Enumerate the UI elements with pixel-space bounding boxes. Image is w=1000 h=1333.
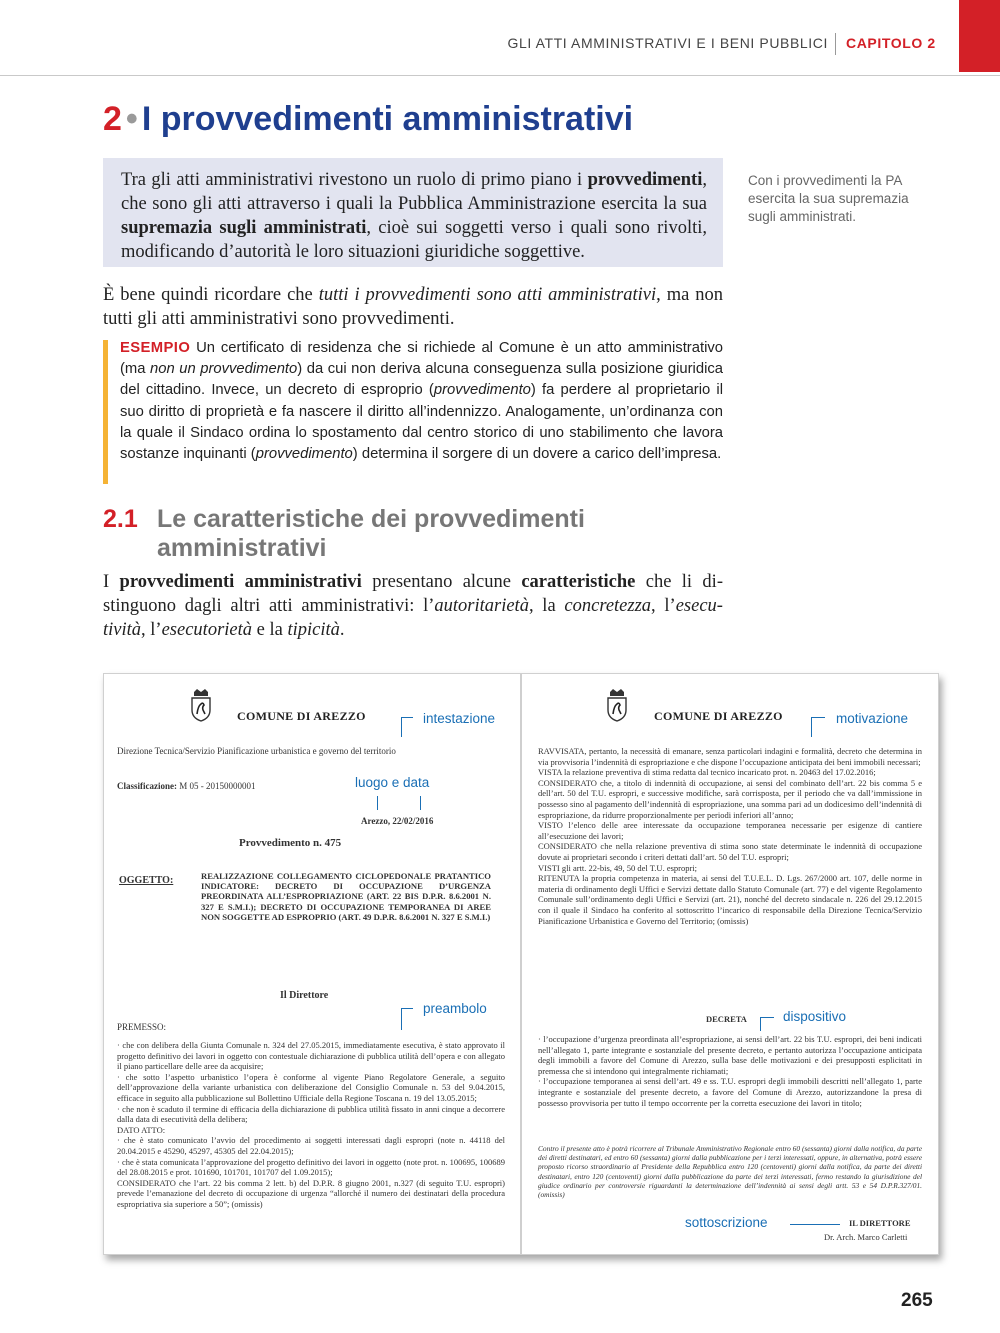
- doc-direttore: Il Direttore: [280, 990, 329, 1001]
- example-text: [120, 338, 723, 465]
- annotation-intestazione: intestazione: [423, 711, 496, 726]
- para-bold: caratteristiche: [521, 572, 636, 592]
- para-span: , l’: [141, 620, 162, 640]
- page-fold: [520, 674, 522, 1254]
- example-span: ) fa perdere al proprietario il suo diritto di proprietà e fa nascere il diritto all’indennizzo. Analogamente, un’ordinanza con la quale il Sindaco ordina lo spostamento dal centro storico di uno stabilimento che lavora sostanze inquinanti (: [120, 382, 724, 463]
- example-span: ) determina il sorgere di un dovere a carico dell’impresa.: [352, 446, 722, 463]
- para-bold: provvedimenti amministrativi: [119, 572, 362, 592]
- annotation-connector: [811, 717, 825, 718]
- example-box: [103, 338, 723, 486]
- page-number: 265: [901, 1290, 933, 1311]
- comune-heading-left: COMUNE DI AREZZO: [237, 709, 366, 723]
- chapter-tab: [959, 0, 1000, 72]
- paragraph-2: [103, 570, 723, 642]
- para-span: I: [103, 572, 120, 592]
- annotation-connector: [401, 1008, 402, 1030]
- intro-text: [121, 168, 707, 264]
- coat-of-arms-icon: [606, 688, 628, 722]
- chapter-label: CAPITOLO 2: [846, 35, 936, 51]
- doc-oggetto-text: REALIZZAZIONE COLLEGAMENTO CICLOPEDONALE PRATANTICO INDICATORE: DECRETO DI OCCUPAZIONE D’URGENZA PREORDINATA ALL’ESPROPRIAZIONE (ART. 22 BIS D.P.R. 8.6.2001 N. 327 E S.M.I.); DECRETO DI OCCUPAZIONE TEMPORANEA DI AREE NON SOGGETTE AD ESPROPRIO (ART. 49 D.P.R. 8.6.2001 N. 327 E S.M.I.): [201, 871, 491, 922]
- example-italic: provvedimento: [255, 446, 353, 463]
- example-italic: provvedimento: [433, 382, 531, 399]
- coat-of-arms-icon: [190, 688, 212, 722]
- para-span: presentano alcune: [361, 572, 522, 592]
- annotation-connector: [420, 796, 421, 810]
- classificazione-label: Classificazione:: [117, 781, 177, 791]
- section-title-text: I provvedimenti amministrativi: [141, 100, 634, 138]
- subsection-number: 2.1: [103, 505, 138, 533]
- doc-body-right-2: · l’occupazione d’urgenza preordinata all’espropriazione, ai sensi dell’art. 22 bis T.U. espropri, dei beni indicati nell’allegato 1, parte integrante e sostanziale del presente decreto, e pertanto autorizza l’occupazione anticipata degli immobili a favore del Comune di Arezzo, sulla base delle motivazioni e dei presupposti esplicitati in premessa che si intendono qui integralmente richiamati; · l’occupazione temporanea ai sensi dell’art. 49 e ss. T.U. espropri degli immobili descritti nell’allegato 1, parte integrante e sostanziale del presente decreto, a favore del Comune di Arezzo, autorizzandone la presa di possesso provvisoria per tutto il tempo occorrente per la corretta esecuzione dei lavori in titolo;: [538, 1034, 922, 1108]
- doc-decreta: DECRETA: [706, 1014, 747, 1024]
- intro-box: [103, 158, 723, 267]
- example-label: ESEMPIO: [120, 340, 191, 356]
- annotation-connector: [811, 717, 812, 737]
- document-figure: [103, 673, 939, 1255]
- para-span: È bene quindi ricordare che: [103, 285, 319, 305]
- bullet-separator: •: [125, 100, 138, 138]
- classificazione-value: M 05 - 20150000001: [179, 781, 256, 791]
- para-italic: tutti i provvedimenti sono atti amministrativi: [318, 285, 657, 305]
- para-italic: esecutorietà: [161, 620, 253, 640]
- intro-span: , cioè sui soggetti verso i quali sono rivolti, modificando d’autorità le loro situazioni giuridiche soggettive.: [121, 218, 707, 262]
- section-number: 2: [103, 100, 122, 138]
- annotation-sottoscrizione: sottoscrizione: [685, 1215, 768, 1230]
- doc-body-right: RAVVISATA, pertanto, la necessità di emanare, senza particolari indagini e formalità, decreto che determina in via provvisoria l’indennità di espropriazione e che dispone l’occupazione anticipata dei beni immobili necessari; VISTA la relazione preventiva di stima redatta dal tecnico incaricato prot. n. 20463 del 17.02.2016; CONSIDERATO che, a titolo di indennità di occupazione, ai sensi del combinato dell’art. 22 bis comma 5 e dell’art. 50 del T.U. espropri, e successive modifiche, sarà corrisposta, per il periodo che va dall’immissione in possesso sino al pagamento dell’indennità di espropriazione, una somma pari ad un dodicesimo dell’indennità di espropriazione, da ridurre proporzionalmente per periodi inferiori all’anno; VISTO l’elenco delle aree interessate da occupazione temporanea necessarie per esigenze di cantiere all’esecuzione dei lavori; CONSIDERATO che nella relazione preventiva di stima sono state determinate le indennità di occupazione dovute ai proprietari secondo i criteri dettati dall’art. 50 del T.U. espropri; VISTI gli artt. 22-bis, 49, 50 del T.U. espropri; RITENUTA la propria competenza in materia, ai sensi del T.U.E.L. D. Lgs. 267/2000 art. 107, delle norme in materia di ordinamento degli Uffici e Servizi dettate dallo Statuto Comunale (art. 77) e del vigente Regolamento Comunale sull’ordinamento degli Uffici e Servizi (art. 21), nonché del decreto sindacale n. 226 del 29.12.2015 con il quale il Sindaco ha conferito al sottoscritto l’incarico di responsabile della Direzione Tecnica/Servizio Pianificazione Urbanistica e Governo del Territorio; (omissis): [538, 746, 922, 926]
- page-header: [0, 0, 1000, 76]
- doc-firma-name: Dr. Arch. Marco Carletti: [824, 1232, 908, 1242]
- paragraph-1: [103, 283, 723, 331]
- annotation-dispositivo: dispositivo: [783, 1009, 847, 1024]
- intro-bold: supremazia sugli amministrati: [121, 218, 367, 238]
- annotation-connector: [401, 717, 402, 737]
- doc-oggetto-label: OGGETTO:: [119, 875, 174, 886]
- example-bar: [103, 340, 108, 484]
- margin-note: Con i provvedimenti la PA esercita la sua supremazia sugli amministrati.: [748, 173, 909, 224]
- annotation-preambolo: preambolo: [423, 1001, 487, 1016]
- annotation-connector: [760, 1017, 774, 1018]
- doc-direzione: Direzione Tecnica/Servizio Pianificazione urbanistica e governo del territorio: [117, 746, 396, 756]
- annotation-connector: [760, 1017, 761, 1031]
- subsection-title: Le caratteristiche dei provvedimenti amministrativi: [157, 505, 585, 562]
- annotation-motivazione: motivazione: [836, 711, 909, 726]
- para-italic: tipicità: [287, 620, 340, 640]
- para-span: .: [339, 620, 345, 640]
- para-italic: esecutività: [103, 596, 723, 640]
- doc-classificazione: [117, 781, 317, 792]
- annotation-connector: [377, 796, 378, 810]
- doc-ricorso: Contro il presente atto è potrà ricorrere al Tribunale Amministrativo Regionale entro 60 (sessanta) giorni dalla notifica, da parte dei diretti destinatari, ed entro 60 (sessanta) giorni dalla pubblicazione per i terzi interessati, oppure, in alternativa, potrà essere proposto ricorso straordinario al Presidente della Repubblica entro 120 (centoventi) giorni dalla notifica, da parte dei diretti destinatari, entro 120 (centoventi) giorni dalla pubblicazione da parte dei terzi interessati, fermo restando la giurisdizione del giudice ordinario per controversie riguardanti la determinazione dell’indennità ai sensi degli artt. 53 e 54 D.P.R.327/01. (omissis): [538, 1144, 922, 1200]
- intro-bold: provvedimenti: [587, 170, 703, 190]
- header-rule: [0, 75, 1000, 76]
- para-italic: autoritarietà: [434, 596, 529, 616]
- section-title: [103, 100, 633, 139]
- para-span: e la: [252, 620, 288, 640]
- annotation-connector: [401, 717, 413, 718]
- para-span: , l’: [651, 596, 676, 616]
- annotation-luogo-data: luogo e data: [355, 775, 430, 790]
- annotation-connector: [401, 1008, 413, 1009]
- running-title: GLI ATTI AMMINISTRATIVI E I BENI PUBBLICI: [507, 35, 828, 51]
- para-span: , la: [528, 596, 565, 616]
- doc-provvedimento: Provvedimento n. 475: [239, 837, 342, 849]
- doc-place-date: Arezzo, 22/02/2016: [361, 816, 434, 826]
- intro-span: , che sono gli atti attraverso i quali la Pubblica Amministrazione esercita la sua: [121, 170, 707, 214]
- annotation-connector: [790, 1224, 840, 1225]
- doc-premesso: PREMESSO:: [117, 1022, 167, 1032]
- example-italic: non un provvedimento: [150, 361, 298, 378]
- doc-firma-title: IL DIRETTORE: [849, 1218, 911, 1228]
- intro-span: Tra gli atti amministrativi rivestono un ruolo di primo piano i: [121, 170, 588, 190]
- doc-body-left: · che con delibera della Giunta Comunale n. 324 del 27.05.2015, immediatamente esecutiva, è stato approvato il progetto definitivo dei lavori in oggetto con contestuale dichiarazione di pubblica utilità dell’opera e con allegato il piano particellare delle aree da acquisire; · che sotto l’aspetto urbanistico l’opera è conforme al vigente Piano Regolatore Generale, a seguito dell’approvazione della variante urbanistica con deliberazione del Consiglio Comunale n. 53 del 9.04.2015, efficace in seguito alla pubblicazione sul Bollettino Ufficiale della Regione Toscana n. 19 del 13.05.2015; · che non è scaduto il termine di efficacia della dichiarazione di pubblica utilità fissato in anni cinque a decorrere dalla data di esecutività della delibera; DATO ATTO: · che è stato comunicato l’avvio del procedimento ai soggetti interessati dagli espropri (note n. 44118 del 20.04.2015 e 45290, 45297, 45305 del 22.04.2015); · che è stata comunicata l’approvazione del progetto definitivo dei lavori in oggetto (note prot. n. 100695, 100689 del 28.08.2015 e prot. 101690, 101701, 101707 del 1.09.2015); CONSIDERATO che l’art. 22 bis comma 2 lett. b) del D.P.R. 8 giugno 2001, n.327 (di seguito T.U. espropri) prevede l’emanazione del decreto di occupazione di urgenza “allorché il numero dei destinatari della procedura espropriativa sia superiore a 50”; (omissis): [117, 1040, 505, 1209]
- para-italic: concretezza: [564, 596, 652, 616]
- example-span: Un certificato di residenza che si richiede al Comune è un atto amministrativo (ma: [120, 340, 723, 378]
- para-span: che li distinguono dagli altri atti amministrativi: l’: [103, 572, 723, 616]
- header-separator: [835, 33, 836, 55]
- example-span: ) da cui non deriva alcuna conseguenza sulla posizione giuridica del cittadino. Invece, un decreto di esproprio (: [120, 361, 723, 399]
- comune-heading-right: COMUNE DI AREZZO: [654, 709, 783, 723]
- para-span: , ma non tutti gli atti amministrativi sono provvedimenti.: [103, 285, 723, 329]
